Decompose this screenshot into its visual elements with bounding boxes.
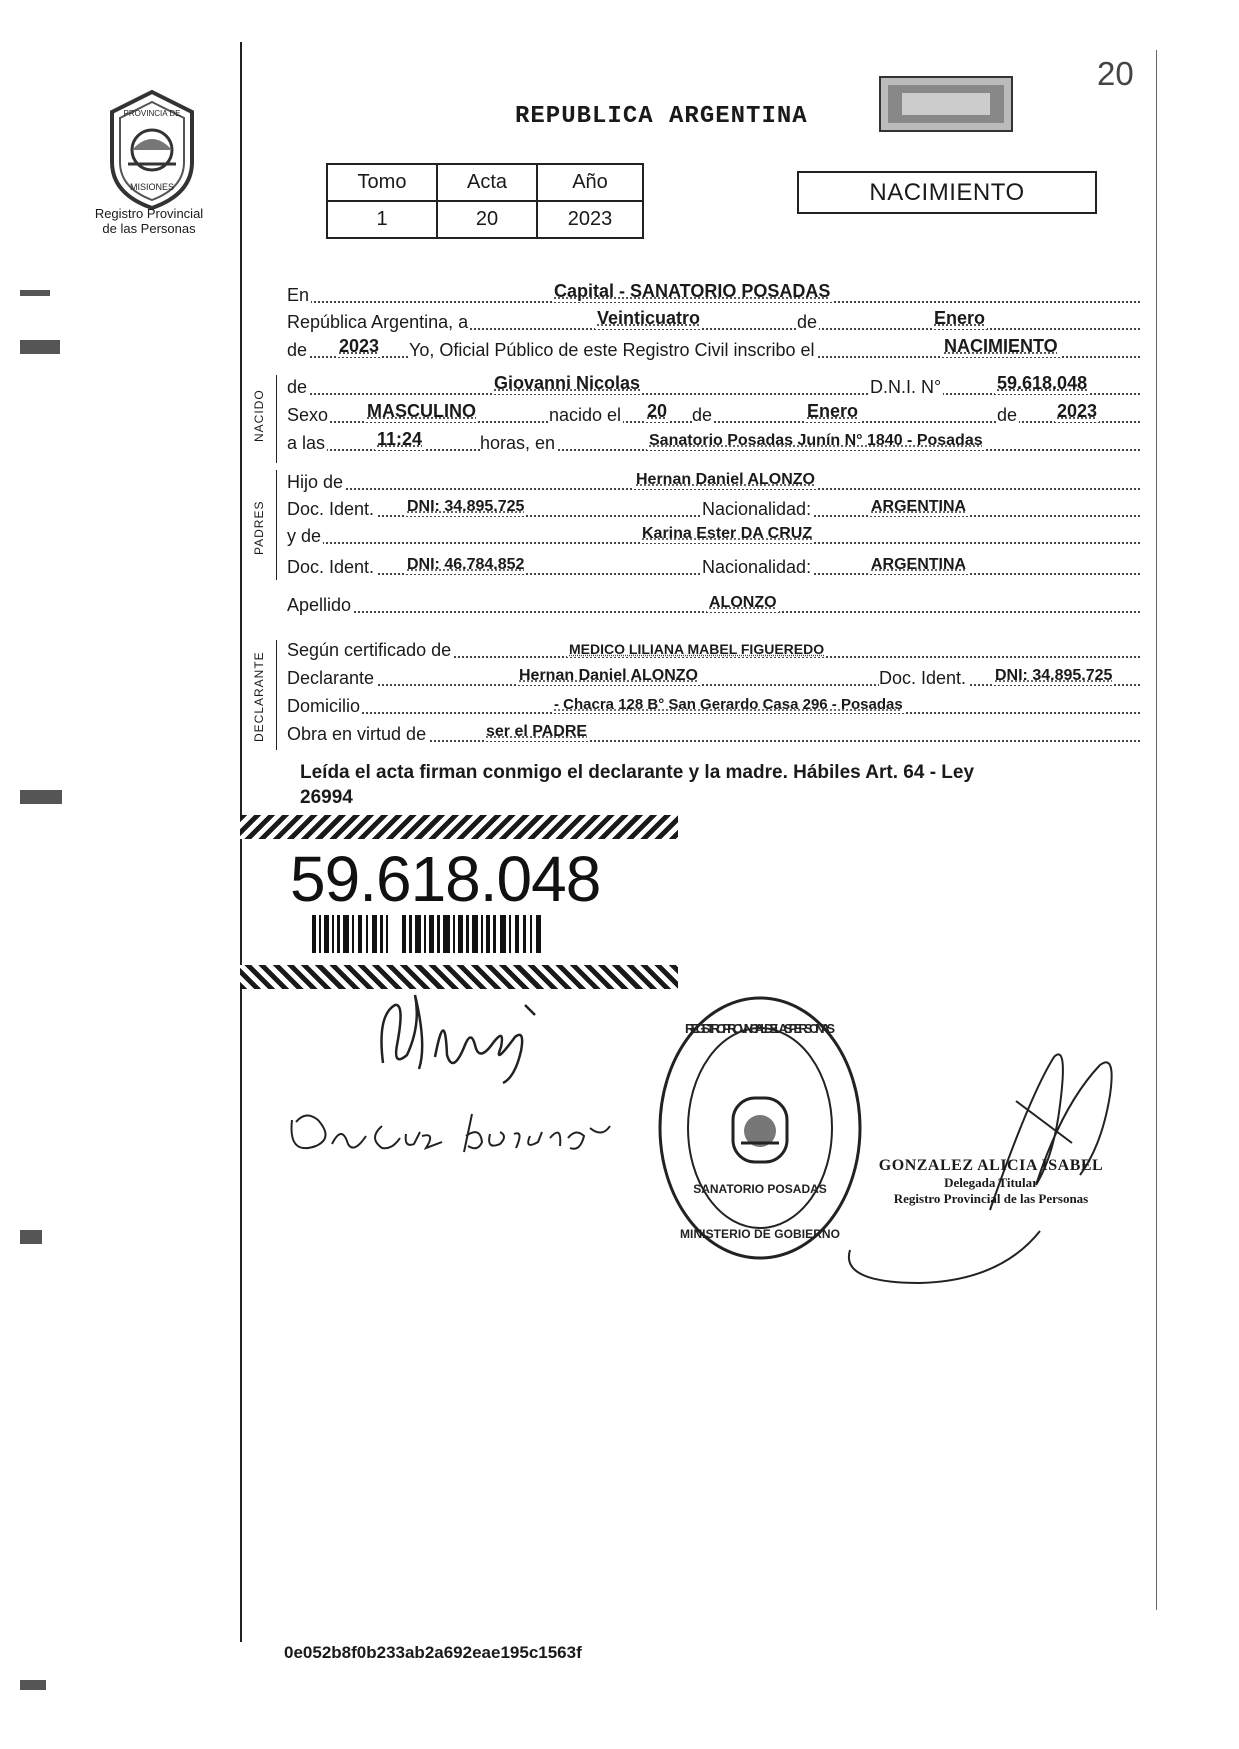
value-mother-name: Karina Ester DA CRUZ [642, 525, 813, 542]
label-en: En [287, 285, 310, 305]
row-surname [287, 590, 1140, 616]
value-declarant-name: Hernan Daniel ALONZO [519, 667, 698, 684]
value-day: Veinticuatro [597, 308, 701, 328]
value-father-doc: DNI: 34.895.725 [407, 498, 525, 515]
closing-text [300, 760, 1130, 810]
registry-seal [655, 993, 865, 1263]
row-date [287, 307, 1140, 333]
value-sex: MASCULINO [367, 401, 476, 421]
number-stamp [878, 75, 1014, 133]
label-birth-de1: de [692, 405, 713, 425]
row-year [287, 335, 1140, 361]
label-nacionalidad: Nacionalidad: [702, 557, 812, 577]
svg-text:MINISTERIO DE GOBIERNO: MINISTERIO DE GOBIERNO [680, 1227, 840, 1241]
value-birth-place: Sanatorio Posadas Junín N° 1840 - Posadas [649, 432, 983, 449]
label-declarante: Declarante [287, 668, 375, 688]
section-label-padres: PADRES [252, 500, 266, 555]
row-sex [287, 400, 1140, 426]
row-mother-doc [287, 552, 1140, 578]
value-time: 11:24 [377, 429, 423, 449]
label-hijo: Hijo de [287, 472, 344, 492]
label-nacionalidad: Nacionalidad: [702, 499, 812, 519]
closing-line1: Leída el acta firman conmigo el declarante y la madre. Hábiles Art. 64 - Ley [300, 762, 975, 783]
value-obra: ser el PADRE [486, 723, 588, 740]
value-tomo: 1 [327, 201, 437, 238]
section-divider [276, 375, 277, 463]
value-mother-nationality: ARGENTINA [871, 556, 967, 573]
official-role: Delegada Titular [944, 1175, 1038, 1190]
label-domicilio: Domicilio [287, 696, 361, 716]
svg-text:SANATORIO POSADAS: SANATORIO POSADAS [693, 1182, 827, 1196]
value-surname: ALONZO [709, 594, 777, 611]
official-block [856, 1157, 1126, 1207]
label-y-de: y de [287, 526, 322, 546]
value-ano: 2023 [537, 201, 643, 238]
declarant-signature [375, 985, 545, 1085]
row-obra [287, 719, 1140, 745]
province-emblem [100, 88, 204, 212]
registry-label-line2: de las Personas [102, 221, 196, 236]
label-dni: D.N.I. N° [870, 377, 942, 397]
value-place: Capital - SANATORIO POSADAS [554, 281, 831, 301]
value-declarant-doc: DNI: 34.895.725 [995, 667, 1113, 684]
value-act-type: NACIMIENTO [944, 336, 1058, 356]
value-father-nationality: ARGENTINA [871, 498, 967, 515]
section-divider [276, 470, 277, 580]
registry-label [74, 206, 224, 236]
header-ano: Año [537, 164, 643, 201]
margin-mark [20, 1680, 46, 1690]
value-month: Enero [934, 308, 986, 328]
closing-line2: 26994 [300, 787, 353, 808]
value-certificate: MEDICO LILIANA MABEL FIGUEREDO [569, 641, 825, 657]
section-divider [276, 640, 277, 750]
value-address: - Chacra 128 B° San Gerardo Casa 296 - Posadas [554, 696, 903, 713]
value-mother-doc: DNI: 46.784.852 [407, 556, 525, 573]
row-father-doc [287, 494, 1140, 520]
section-label-declarante: DECLARANTE [252, 651, 266, 742]
label-doc-ident: Doc. Ident. [287, 557, 375, 577]
barcode [312, 915, 552, 953]
label-de: de [797, 312, 818, 332]
label-year-de: de [287, 340, 308, 360]
label-doc-ident: Doc. Ident. [287, 499, 375, 519]
mother-signature [280, 1098, 640, 1168]
label-birth-de2: de [997, 405, 1018, 425]
margin-mark [20, 340, 60, 354]
row-time [287, 428, 1140, 454]
registry-label-line1: Registro Provincial [94, 206, 204, 221]
svg-text:REGISTRO PROVINCIAL DE LAS PER: REGISTRO PROVINCIAL DE LAS PERSONAS [685, 1021, 835, 1036]
page-number: 20 [1097, 55, 1134, 92]
value-acta: 20 [437, 201, 537, 238]
official-org: Registro Provincial de las Personas [893, 1191, 1089, 1206]
value-child-name: Giovanni Nicolas [494, 373, 641, 393]
id-number-label: 59.618.048 [290, 843, 601, 915]
label-obra: Obra en virtud de [287, 724, 427, 744]
register-value-row [327, 201, 643, 238]
row-father [287, 467, 1140, 493]
label-apellido: Apellido [287, 595, 352, 615]
value-year: 2023 [339, 336, 380, 356]
official-name: GONZALEZ ALICIA ISABEL [878, 1157, 1104, 1174]
section-label-nacido: NACIDO [252, 389, 266, 442]
row-address [287, 691, 1140, 717]
label-oficial: Yo, Oficial Público de este Registro Civil inscribo el [409, 340, 815, 360]
row-mother [287, 521, 1140, 547]
register-table [326, 163, 644, 239]
svg-text:MISIONES: MISIONES [129, 182, 175, 192]
label-republica: República Argentina, a [287, 312, 469, 332]
margin-mark [20, 1230, 42, 1244]
value-dni: 59.618.048 [997, 373, 1088, 393]
margin-mark [20, 790, 62, 804]
value-father-name: Hernan Daniel ALONZO [636, 471, 815, 488]
label-sexo: Sexo [287, 405, 329, 425]
label-a-las: a las [287, 433, 326, 453]
label-nacido: nacido el [549, 405, 622, 425]
label-declarant-doc: Doc. Ident. [879, 668, 967, 688]
margin-mark [20, 290, 50, 296]
row-certificate [287, 635, 1140, 661]
label-name-de: de [287, 377, 308, 397]
country-heading: REPUBLICA ARGENTINA [515, 103, 808, 130]
left-margin-line [240, 42, 242, 1642]
value-birth-year: 2023 [1057, 401, 1098, 421]
document-hash: 0e052b8f0b233ab2a692eae195c1563f [284, 1643, 582, 1662]
row-en [287, 280, 1140, 306]
header-acta: Acta [437, 164, 537, 201]
register-header-row [327, 164, 643, 201]
value-birth-month: Enero [807, 401, 859, 421]
row-declarant [287, 663, 1140, 689]
right-margin-line [1156, 50, 1157, 1610]
label-horas: horas, en [480, 433, 556, 453]
security-band-top [240, 815, 678, 839]
document-type-box: NACIMIENTO [797, 171, 1097, 214]
value-birth-day: 20 [647, 401, 668, 421]
row-name [287, 372, 1140, 398]
label-certificado: Según certificado de [287, 640, 452, 660]
header-tomo: Tomo [327, 164, 437, 201]
svg-text:PROVINCIA DE: PROVINCIA DE [123, 109, 181, 118]
